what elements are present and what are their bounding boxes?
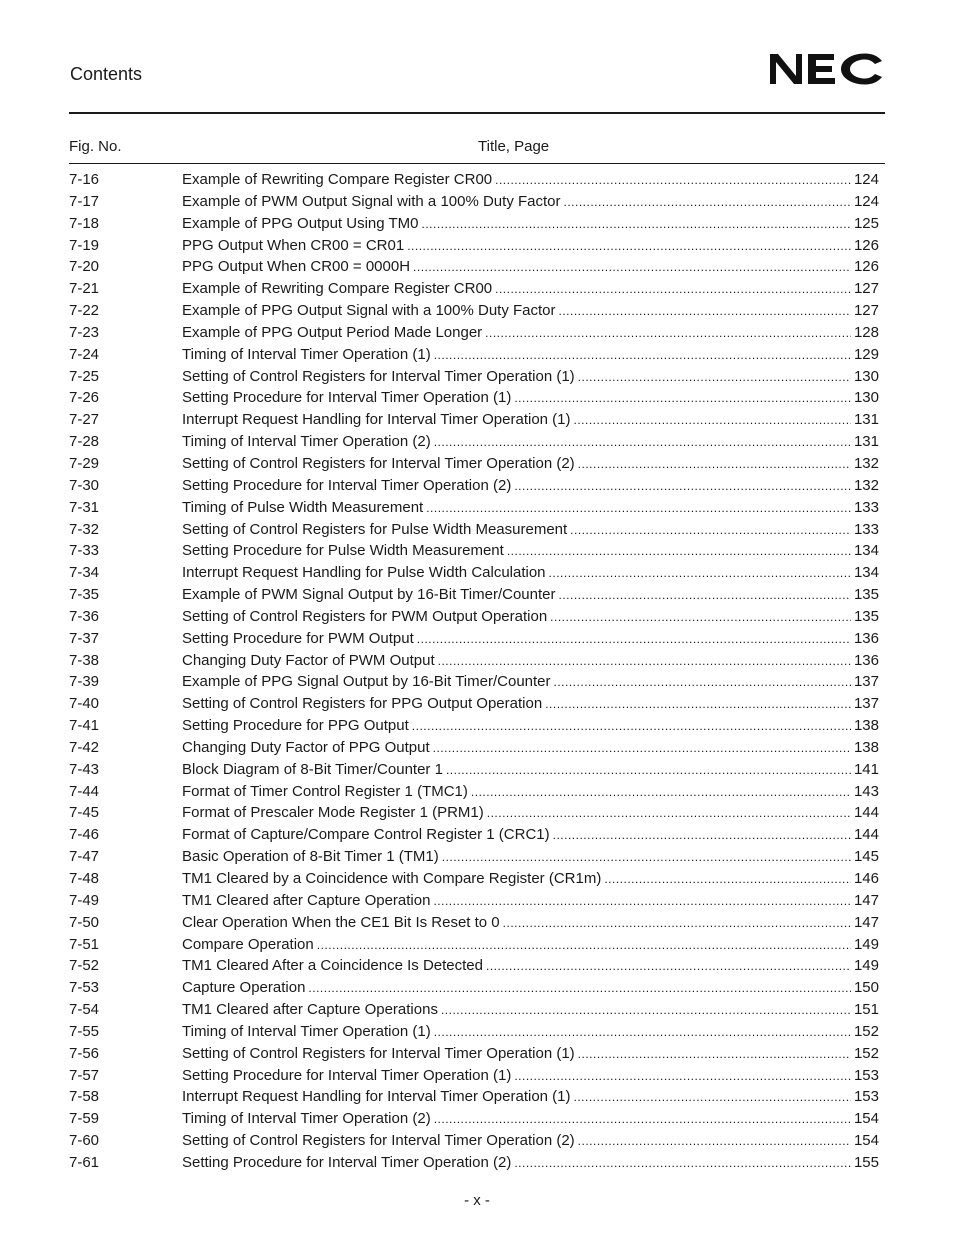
- dot-leader: [433, 894, 851, 908]
- toc-entry-page: 131: [853, 433, 879, 451]
- dot-leader: [514, 479, 851, 493]
- toc-entry-fig-number: 7-43: [69, 760, 100, 778]
- toc-entry-fig-number: 7-16: [69, 171, 100, 188]
- toc-entry[interactable]: [69, 826, 879, 848]
- toc-entry-fig-number: 7-40: [69, 695, 100, 713]
- toc-entry[interactable]: [69, 389, 879, 411]
- dot-leader: [514, 391, 851, 405]
- toc-entry-page: 143: [853, 782, 879, 800]
- dot-leader: [564, 195, 851, 209]
- toc-entry[interactable]: [69, 237, 879, 259]
- toc-entry[interactable]: [69, 433, 879, 455]
- toc-entry-title: Format of Prescaler Mode Register 1 (PRM1): [182, 804, 484, 822]
- toc-entry-title: Example of PPG Output Period Made Longer: [182, 323, 483, 341]
- dot-leader: [486, 959, 851, 973]
- toc-entry[interactable]: [69, 477, 879, 499]
- toc-entry-title: Setting of Control Registers for Interval Timer Operation (1): [182, 1044, 575, 1062]
- toc-entry-title: Interrupt Request Handling for Interval Timer Operation (1): [182, 1088, 571, 1106]
- toc-entry-fig-number: 7-55: [69, 1022, 100, 1040]
- toc-entry[interactable]: [69, 1154, 879, 1176]
- toc-entry[interactable]: [69, 1088, 879, 1110]
- toc-entry[interactable]: [69, 542, 879, 564]
- toc-entry-fig-number: 7-59: [69, 1110, 100, 1128]
- toc-entry-title: Setting Procedure for Interval Timer Operation (1): [182, 389, 512, 407]
- toc-entry-page: 149: [853, 957, 879, 975]
- dot-leader: [485, 326, 851, 340]
- toc-entry-fig-number: 7-36: [69, 607, 100, 625]
- dot-leader: [441, 1003, 851, 1017]
- toc-entry-title: Example of PPG Output Signal with a 100% Duty Factor: [182, 302, 556, 320]
- dot-leader: [558, 588, 850, 602]
- toc-entry-title: Format of Capture/Compare Control Register 1 (CRC1): [182, 826, 550, 844]
- dot-leader: [434, 435, 851, 449]
- toc-entry-fig-number: 7-61: [69, 1153, 100, 1171]
- toc-entry-fig-number: 7-21: [69, 280, 100, 298]
- toc-entry[interactable]: [69, 1001, 879, 1023]
- toc-entry[interactable]: [69, 804, 879, 826]
- toc-entry[interactable]: [69, 171, 879, 193]
- toc-entry-page: 135: [853, 607, 879, 625]
- toc-entry-title: Example of PPG Output Using TM0: [182, 214, 419, 232]
- toc-entry-page: 137: [853, 695, 879, 713]
- toc-entry-fig-number: 7-19: [69, 236, 100, 254]
- toc-entry-page: 141: [853, 760, 879, 778]
- page-title: Contents: [70, 64, 143, 84]
- toc-entry-fig-number: 7-25: [69, 367, 100, 385]
- dot-leader: [426, 501, 851, 515]
- toc-entry[interactable]: [69, 892, 879, 914]
- dot-leader: [578, 1134, 851, 1148]
- toc-entry-fig-number: 7-53: [69, 979, 100, 997]
- toc-entry-fig-number: 7-57: [69, 1066, 100, 1084]
- toc-entry[interactable]: [69, 652, 879, 674]
- toc-entry-title: Setting of Control Registers for Interval Timer Operation (2): [182, 454, 575, 472]
- toc-entry-fig-number: 7-56: [69, 1044, 100, 1062]
- dot-leader: [570, 523, 851, 537]
- toc-entry-fig-number: 7-60: [69, 1132, 100, 1150]
- toc-entry-page: 150: [853, 979, 879, 997]
- toc-entry-page: 154: [853, 1132, 879, 1150]
- dot-leader: [471, 785, 851, 799]
- dot-leader: [574, 1090, 851, 1104]
- toc-entry-fig-number: 7-30: [69, 476, 100, 494]
- toc-entry-title: Setting of Control Registers for PPG Output Operation: [182, 695, 543, 713]
- toc-entry-title: Capture Operation: [182, 979, 306, 997]
- toc-entry-page: 133: [853, 498, 879, 516]
- toc-entry-page: 130: [853, 367, 879, 385]
- toc-entry-page: 128: [853, 323, 879, 341]
- toc-entry-page: 133: [853, 520, 879, 538]
- toc-entry-page: 147: [853, 913, 879, 931]
- toc-entry-title: Setting of Control Registers for Interval Timer Operation (1): [182, 367, 575, 385]
- dot-leader: [578, 457, 851, 471]
- toc-entry-fig-number: 7-22: [69, 302, 100, 320]
- dot-leader: [507, 544, 851, 558]
- nec-logo: [768, 50, 884, 88]
- toc-entry-title: Clear Operation When the CE1 Bit Is Reset to 0: [182, 913, 500, 931]
- toc-entry-page: 127: [853, 280, 879, 298]
- toc-entry[interactable]: [69, 411, 879, 433]
- toc-entry-fig-number: 7-39: [69, 673, 100, 691]
- toc-entry-title: Setting Procedure for Interval Timer Operation (2): [182, 1153, 512, 1171]
- toc-entry-title: Interrupt Request Handling for Pulse Width Calculation: [182, 564, 546, 582]
- toc-entry[interactable]: [69, 608, 879, 630]
- toc-entry[interactable]: [69, 914, 879, 936]
- toc-entry-title: PPG Output When CR00 = CR01: [182, 236, 405, 254]
- toc-entry-fig-number: 7-50: [69, 913, 100, 931]
- dot-leader: [434, 1112, 851, 1126]
- dot-leader: [550, 610, 851, 624]
- toc-entry-page: 125: [853, 214, 879, 232]
- toc-entry-page: 146: [853, 870, 879, 887]
- toc-entry[interactable]: [69, 1023, 879, 1045]
- toc-entry-page: 130: [853, 389, 879, 407]
- toc-entry-title: Setting of Control Registers for PWM Output Operation: [182, 607, 548, 625]
- toc-entry[interactable]: [69, 1045, 879, 1067]
- toc-entry-fig-number: 7-37: [69, 629, 100, 647]
- dot-leader: [413, 260, 851, 274]
- toc-entry-page: 136: [853, 629, 879, 647]
- toc-entry-fig-number: 7-58: [69, 1088, 100, 1106]
- toc-entry[interactable]: [69, 1110, 879, 1132]
- toc-entry-page: 154: [853, 1110, 879, 1128]
- column-header-fig-no: Fig. No.: [69, 138, 122, 155]
- toc-entry-page: 149: [853, 935, 879, 953]
- toc-entry-title: Example of Rewriting Compare Register CR00: [182, 280, 493, 298]
- toc-entry-title: Changing Duty Factor of PWM Output: [182, 651, 435, 669]
- toc-entry[interactable]: [69, 324, 879, 346]
- toc-entry-title: TM1 Cleared After a Coincidence Is Detected: [182, 957, 483, 975]
- toc-entry[interactable]: [69, 957, 879, 979]
- toc-entry-page: 138: [853, 738, 879, 756]
- toc-entry-page: 153: [853, 1088, 879, 1106]
- toc-entry-page: 134: [853, 564, 879, 582]
- toc-entry-page: 147: [853, 891, 879, 909]
- toc-entry[interactable]: [69, 258, 879, 280]
- toc-entry[interactable]: [69, 564, 879, 586]
- toc-entry-page: 153: [853, 1066, 879, 1084]
- dot-leader: [553, 828, 851, 842]
- toc-entry-fig-number: 7-45: [69, 804, 100, 822]
- toc-entry-page: 124: [853, 192, 879, 210]
- toc-entry-title: Setting Procedure for PPG Output: [182, 717, 409, 735]
- toc-entry[interactable]: [69, 783, 879, 805]
- column-header-title-page: Title, Page: [478, 138, 550, 155]
- toc-entry[interactable]: [69, 346, 879, 368]
- dot-leader: [487, 806, 851, 820]
- toc-entry-title: Example of Rewriting Compare Register CR00: [182, 171, 493, 188]
- dot-leader: [574, 413, 851, 427]
- toc-entry-title: Block Diagram of 8-Bit Timer/Counter 1: [182, 760, 443, 778]
- column-header-rule: [69, 163, 885, 164]
- header-rule: [69, 112, 885, 114]
- toc-entry[interactable]: [69, 215, 879, 237]
- toc-entry-fig-number: 7-38: [69, 651, 100, 669]
- toc-entry-page: 144: [853, 826, 879, 844]
- toc-entry-page: 135: [853, 586, 879, 604]
- toc-entry[interactable]: [69, 499, 879, 521]
- dot-leader: [446, 763, 851, 777]
- toc-entry-title: Timing of Interval Timer Operation (2): [182, 433, 431, 451]
- toc-entry-title: Format of Timer Control Register 1 (TMC1): [182, 782, 468, 800]
- toc-entry-fig-number: 7-34: [69, 564, 100, 582]
- toc-entry-page: 126: [853, 236, 879, 254]
- toc-list: [69, 171, 879, 1176]
- toc-entry[interactable]: [69, 1067, 879, 1089]
- toc-entry-title: Setting Procedure for Interval Timer Operation (2): [182, 476, 512, 494]
- toc-entry-fig-number: 7-17: [69, 192, 100, 210]
- dot-leader: [407, 239, 851, 253]
- toc-entry-title: Timing of Interval Timer Operation (2): [182, 1110, 431, 1128]
- dot-leader: [545, 697, 851, 711]
- dot-leader: [554, 675, 851, 689]
- toc-entry-fig-number: 7-32: [69, 520, 100, 538]
- toc-entry-page: 152: [853, 1044, 879, 1062]
- toc-entry-page: 132: [853, 476, 879, 494]
- toc-entry[interactable]: [69, 630, 879, 652]
- toc-entry-page: 145: [853, 848, 879, 866]
- page-number: - x -: [464, 1192, 490, 1209]
- toc-entry-fig-number: 7-54: [69, 1001, 100, 1019]
- toc-entry-title: Setting of Control Registers for Interval Timer Operation (2): [182, 1132, 575, 1150]
- toc-entry-fig-number: 7-51: [69, 935, 100, 953]
- toc-entry-page: 127: [853, 302, 879, 320]
- toc-entry-fig-number: 7-27: [69, 411, 100, 429]
- toc-entry-fig-number: 7-41: [69, 717, 100, 735]
- dot-leader: [578, 370, 851, 384]
- toc-entry-title: Setting Procedure for Interval Timer Operation (1): [182, 1066, 512, 1084]
- toc-entry-title: Interrupt Request Handling for Interval Timer Operation (1): [182, 411, 571, 429]
- dot-leader: [514, 1069, 851, 1083]
- toc-entry-fig-number: 7-33: [69, 542, 100, 560]
- toc-entry-title: Example of PPG Signal Output by 16-Bit Timer/Counter: [182, 673, 551, 691]
- toc-entry-page: 131: [853, 411, 879, 429]
- toc-entry-title: Setting Procedure for Pulse Width Measurement: [182, 542, 504, 560]
- toc-entry-page: 124: [853, 171, 879, 188]
- toc-entry-title: TM1 Cleared after Capture Operations: [182, 1001, 438, 1019]
- toc-entry[interactable]: [69, 761, 879, 783]
- toc-entry-fig-number: 7-47: [69, 848, 100, 866]
- toc-entry-fig-number: 7-24: [69, 345, 100, 363]
- toc-entry-fig-number: 7-48: [69, 870, 100, 887]
- dot-leader: [308, 981, 851, 995]
- toc-entry-page: 151: [853, 1001, 879, 1019]
- toc-entry-fig-number: 7-44: [69, 782, 100, 800]
- toc-entry-page: 132: [853, 454, 879, 472]
- toc-entry-fig-number: 7-49: [69, 891, 100, 909]
- toc-entry-fig-number: 7-29: [69, 454, 100, 472]
- toc-entry-page: 129: [853, 345, 879, 363]
- toc-entry-title: Timing of Interval Timer Operation (1): [182, 1022, 431, 1040]
- toc-entry-fig-number: 7-52: [69, 957, 100, 975]
- toc-entry-fig-number: 7-46: [69, 826, 100, 844]
- dot-leader: [442, 850, 851, 864]
- dot-leader: [495, 282, 851, 296]
- toc-entry-title: Setting of Control Registers for Pulse Width Measurement: [182, 520, 568, 538]
- toc-entry-page: 144: [853, 804, 879, 822]
- dot-leader: [412, 719, 851, 733]
- toc-entry-title: Example of PWM Signal Output by 16-Bit Timer/Counter: [182, 586, 556, 604]
- toc-entry[interactable]: [69, 695, 879, 717]
- toc-entry-fig-number: 7-18: [69, 214, 100, 232]
- dot-leader: [578, 1047, 851, 1061]
- toc-entry-page: 136: [853, 651, 879, 669]
- dot-leader: [559, 304, 851, 318]
- toc-entry[interactable]: [69, 739, 879, 761]
- toc-entry[interactable]: [69, 586, 879, 608]
- toc-entry-title: TM1 Cleared by a Coincidence with Compare Register (CR1m): [182, 870, 602, 887]
- toc-entry[interactable]: [69, 302, 879, 324]
- toc-entry[interactable]: [69, 848, 879, 870]
- dot-leader: [434, 348, 851, 362]
- toc-entry-fig-number: 7-28: [69, 433, 100, 451]
- toc-entry-page: 126: [853, 258, 879, 276]
- toc-entry-title: Setting Procedure for PWM Output: [182, 629, 414, 647]
- dot-leader: [317, 938, 851, 952]
- toc-entry[interactable]: [69, 368, 879, 390]
- dot-leader: [495, 173, 851, 187]
- toc-entry[interactable]: [69, 870, 879, 892]
- toc-entry-page: 152: [853, 1022, 879, 1040]
- dot-leader: [503, 916, 851, 930]
- dot-leader: [433, 741, 851, 755]
- toc-entry-fig-number: 7-26: [69, 389, 100, 407]
- dot-leader: [434, 1025, 851, 1039]
- toc-entry-title: Changing Duty Factor of PPG Output: [182, 738, 430, 756]
- toc-entry-fig-number: 7-31: [69, 498, 100, 516]
- toc-entry-fig-number: 7-35: [69, 586, 100, 604]
- dot-leader: [549, 566, 851, 580]
- toc-entry-title: Example of PWM Output Signal with a 100% Duty Factor: [182, 192, 561, 210]
- dot-leader: [438, 654, 851, 668]
- toc-entry-page: 155: [853, 1153, 879, 1171]
- toc-entry-page: 138: [853, 717, 879, 735]
- dot-leader: [422, 217, 851, 231]
- toc-entry[interactable]: [69, 521, 879, 543]
- toc-entry[interactable]: [69, 979, 879, 1001]
- dot-leader: [604, 872, 851, 886]
- toc-entry[interactable]: [69, 1132, 879, 1154]
- toc-entry[interactable]: [69, 717, 879, 739]
- toc-entry-title: Timing of Interval Timer Operation (1): [182, 345, 431, 363]
- toc-entry-title: PPG Output When CR00 = 0000H: [182, 258, 411, 276]
- toc-entry-title: Basic Operation of 8-Bit Timer 1 (TM1): [182, 848, 439, 866]
- toc-entry-fig-number: 7-20: [69, 258, 100, 276]
- toc-entry-title: TM1 Cleared after Capture Operation: [182, 891, 431, 909]
- toc-entry[interactable]: [69, 193, 879, 215]
- dot-leader: [514, 1156, 851, 1170]
- dot-leader: [417, 632, 851, 646]
- toc-entry-page: 134: [853, 542, 879, 560]
- toc-entry-title: Timing of Pulse Width Measurement: [182, 498, 424, 516]
- toc-entry[interactable]: [69, 280, 879, 302]
- toc-entry[interactable]: [69, 673, 879, 695]
- toc-entry-fig-number: 7-23: [69, 323, 100, 341]
- toc-entry[interactable]: [69, 455, 879, 477]
- toc-entry-page: 137: [853, 673, 879, 691]
- toc-entry-fig-number: 7-42: [69, 738, 100, 756]
- toc-entry-title: Compare Operation: [182, 935, 314, 953]
- toc-entry[interactable]: [69, 936, 879, 958]
